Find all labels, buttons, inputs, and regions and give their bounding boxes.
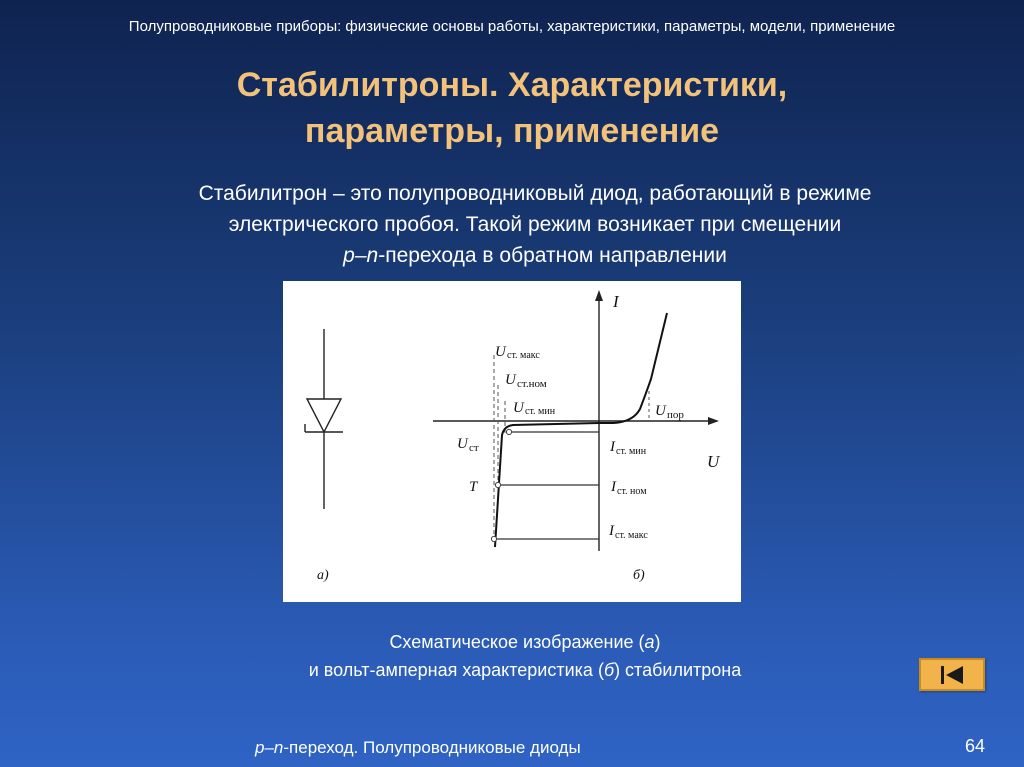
figure-caption — [200, 628, 850, 684]
title-line-1: Стабилитроны. Характеристики, — [236, 66, 788, 104]
zener-figure — [283, 281, 741, 602]
figure-a-label: а) — [317, 568, 329, 583]
axis-u-label: U — [707, 452, 720, 471]
pn-italic: p–n — [343, 244, 379, 267]
skip-to-start-icon — [937, 664, 967, 686]
back-to-start-button[interactable] — [919, 658, 985, 691]
axis-i-label: I — [613, 292, 619, 311]
u-axis-arrow — [708, 417, 719, 425]
point-i-max — [491, 536, 496, 541]
i-nom-label-sub: ст. ном — [617, 486, 647, 497]
slide-header: Полупроводниковые приборы: физические основы работы, характеристики, параметры, модели, применение — [128, 18, 896, 35]
definition-line-1: Стабилитрон – это полупроводниковый диод, работающий в режиме — [198, 182, 872, 205]
i-min-label-sub: ст. мин — [616, 446, 647, 457]
u-st-label-main: U — [457, 436, 468, 452]
footer-text — [255, 738, 581, 758]
caption-line-1-italic: а — [644, 632, 655, 652]
definition-line-2: электрического пробоя. Такой режим возникает при смещении — [228, 213, 842, 236]
current-lines — [494, 432, 599, 539]
point-i-min — [506, 429, 511, 434]
caption-line-2-italic: б — [603, 660, 615, 680]
point-i-nom — [495, 482, 500, 487]
u-min-label-sub: ст. мин — [525, 406, 556, 417]
u-st-label-sub: ст — [469, 442, 479, 454]
u-max-label-main: U — [495, 344, 506, 360]
figure-b-label: б) — [633, 568, 645, 583]
page-number: 64 — [965, 736, 986, 756]
caption-line-1-post: ) — [654, 632, 661, 652]
zener-diode-symbol — [305, 329, 343, 509]
caption-line-1 — [200, 628, 850, 656]
caption-line-1-pre: Схематическое изображение ( — [389, 632, 645, 652]
u-por-label-sub: пор — [667, 409, 684, 421]
u-max-label-sub: ст. макс — [507, 350, 540, 361]
i-min-label-main: I — [610, 439, 615, 455]
u-por-label-main: U — [655, 403, 666, 419]
definition-line-3 — [120, 240, 950, 271]
caption-line-2 — [200, 656, 850, 684]
i-max-label-sub: ст. макс — [615, 530, 648, 541]
diode-triangle — [307, 399, 341, 432]
slide-title — [0, 62, 1024, 154]
i-max-label-main: I — [609, 523, 614, 539]
t-label: T — [469, 479, 478, 495]
u-nom-label-sub: ст.ном — [517, 378, 547, 390]
u-min-label-main: U — [513, 400, 524, 416]
definition-text — [120, 178, 950, 271]
caption-line-2-pre: и вольт-амперная характеристика ( — [308, 660, 604, 680]
zener-figure-svg — [283, 281, 741, 602]
vac-curve — [495, 313, 667, 547]
title-line-2: параметры, применение — [304, 112, 720, 150]
u-nom-label-main: U — [505, 372, 516, 388]
definition-line-3-rest: -перехода в обратном направлении — [378, 244, 727, 267]
i-nom-label-main: I — [611, 479, 616, 495]
footer-rest: -переход. Полупроводниковые диоды — [283, 738, 581, 757]
footer-pn-italic: p–n — [255, 738, 284, 757]
i-axis-arrow — [595, 290, 603, 301]
caption-line-2-post: ) стабилитрона — [614, 660, 742, 680]
